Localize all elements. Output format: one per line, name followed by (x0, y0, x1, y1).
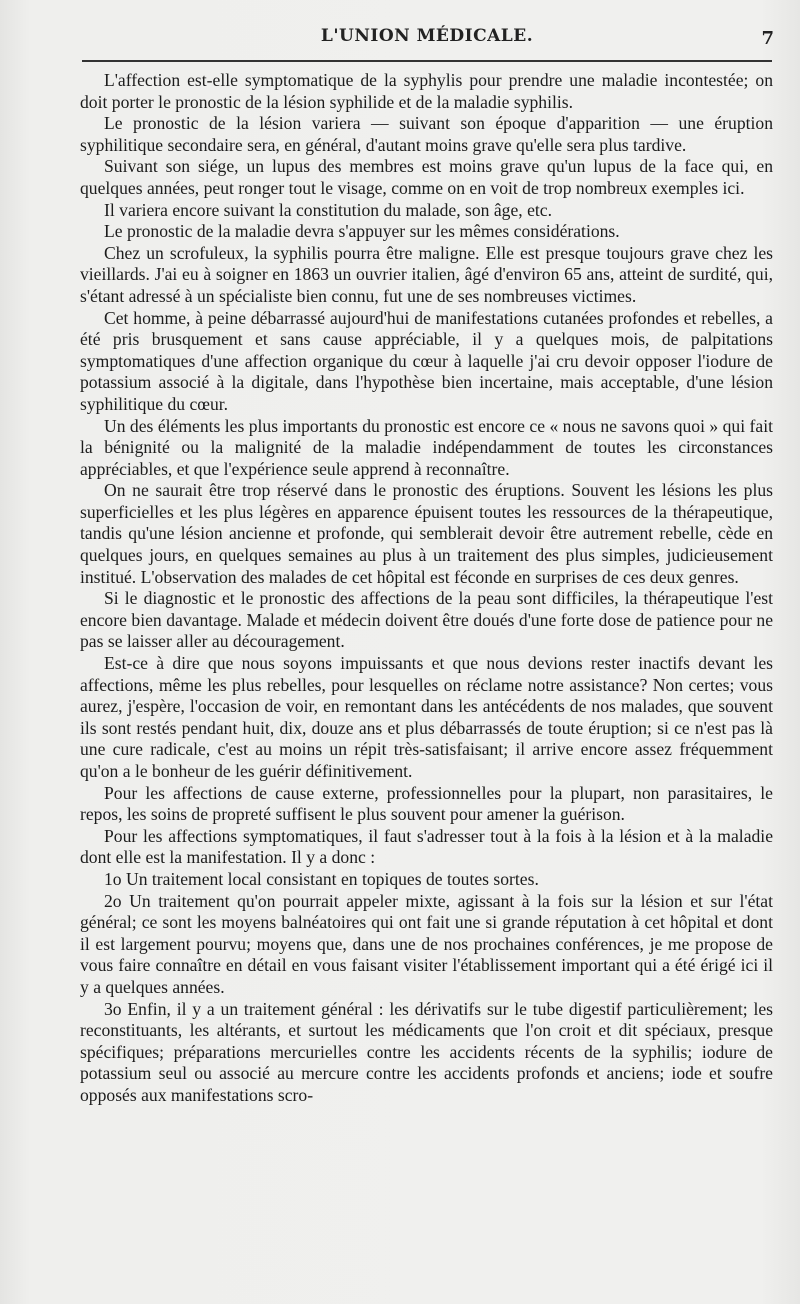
header-rule (82, 60, 772, 62)
paragraph: Il variera encore suivant la constitution du malade, son âge, etc. (104, 199, 552, 220)
paragraph: L'affection est-elle symptomatique de la syphylis pour prendre une maladie incontestée; on doit porter le pronostic de la lésion syphilide et de la maladie syphilis. (80, 70, 773, 112)
paragraph: Chez un scrofuleux, la syphilis pourra être maligne. Elle est presque toujours grave chez les vieillards. J'ai eu à soigner en 1863 un ouvrier italien, âgé d'environ 65 ans, atteint de surdité, qui, s'étant adressé à un spécialiste bien connu, fut une de ses nombreuses victimes. (80, 242, 773, 306)
paragraph: Le pronostic de la lésion variera — suivant son époque d'apparition — une éruption syphilitique secondaire sera, en général, d'autant moins grave qu'elle sera plus tardive. (80, 113, 773, 155)
paragraph: On ne saurait être trop réservé dans le pronostic des éruptions. Souvent les lésions les plus superficielles et les plus légères en apparence épuisent toutes les ressources de la thérapeutique, tandis qu'une lésion ancienne et profonde, qui semblerait devoir être autrement rebelle, cède en quelques jours, en quelques semaines au plus à un traitement des plus simples, judicieusement institué. L'observation des malades de cet hôpital est féconde en surprises de ces deux genres. (80, 480, 773, 587)
running-header (80, 24, 774, 54)
paragraph: Pour les affections de cause externe, professionnelles pour la plupart, non parasitaires, le repos, les soins de propreté suffisent le plus souvent pour amener la guérison. (80, 782, 773, 825)
list-item-1: 1o Un traitement local consistant en topiques de toutes sortes. (104, 868, 539, 889)
paragraph: Le pronostic de la maladie devra s'appuyer sur les mêmes considérations. (104, 221, 620, 242)
list-item-2: 2o Un traitement qu'on pourrait appeler mixte, agissant à la fois sur la lésion et sur l'état général; ce sont les moyens balnéatoires qui ont fait une si grande réputation à cet hôpital et dont il est largement pourvu; moyens que, dans une de nos prochaines conférences, je me propose de vous faire connaître en détail en vous faisant visiter l'établissement important qui a été érigé ici il y a quelques années. (80, 890, 773, 997)
paragraph: Un des éléments les plus importants du pronostic est encore ce « nous ne savons quoi » qui fait la bénignité ou la malignité de la maladie indépendamment de toutes les circonstances appréciables, et que l'expérience seule apprend à reconnaître. (80, 415, 773, 479)
paragraph: Si le diagnostic et le pronostic des affections de la peau sont difficiles, la thérapeutique l'est encore bien davantage. Malade et médecin doivent être doués d'une forte dose de patience pour ne pas se laisser aller au découragement. (80, 588, 773, 652)
paragraph: Pour les affections symptomatiques, il faut s'adresser tout à la fois à la lésion et à la maladie dont elle est la manifestation. Il y a donc : (80, 825, 773, 868)
paragraph: Suivant son siége, un lupus des membres est moins grave qu'un lupus de la face qui, en quelques années, peut ronger tout le visage, comme on en voit de trop nombreux exemples ici. (80, 156, 773, 198)
paragraph: Est-ce à dire que nous soyons impuissants et que nous devions rester inactifs devant les affections, même les plus rebelles, pour lesquelles on réclame notre assistance? Non certes; vous aurez, j'espère, l'occasion de voir, en remontant dans les antécédents de nos malades, que souvent ils sont restés pendant huit, dix, douze ans et plus débarrassés de toute éruption; si ce n'est pas là une cure radicale, c'est au moins un répit très-satisfaisant; il arrive encore assez fréquemment qu'on a le bonheur de les guérir définitivement. (80, 653, 773, 781)
page-number: 7 (761, 28, 774, 49)
body-text (80, 70, 773, 1107)
paragraph: Cet homme, à peine débarrassé aujourd'hui de manifestations cutanées profondes et rebelles, a été pris brusquement et sans cause appréciable, il y a quelques mois, de palpitations symptomatiques d'une affection organique du cœur à laquelle j'ai cru devoir opposer l'iodure de potassium associé à la digitale, dans l'hypothèse bien incertaine, mais acceptable, d'une lésion syphilitique du cœur. (80, 307, 773, 414)
journal-title: L'UNION MÉDICALE. (320, 26, 534, 46)
list-item-3: 3o Enfin, il y a un traitement général : les dérivatifs sur le tube digestif particulièrement; les reconstituants, les altérants, et surtout les médicaments que l'on croit et dit spéciaux, presque spécifiques; préparations mercurielles contre les accidents récents de la syphilis; iodure de potassium seul ou associé au mercure contre les accidents profonds et anciens; iode et soufre opposés aux manifestations scro- (80, 998, 773, 1105)
